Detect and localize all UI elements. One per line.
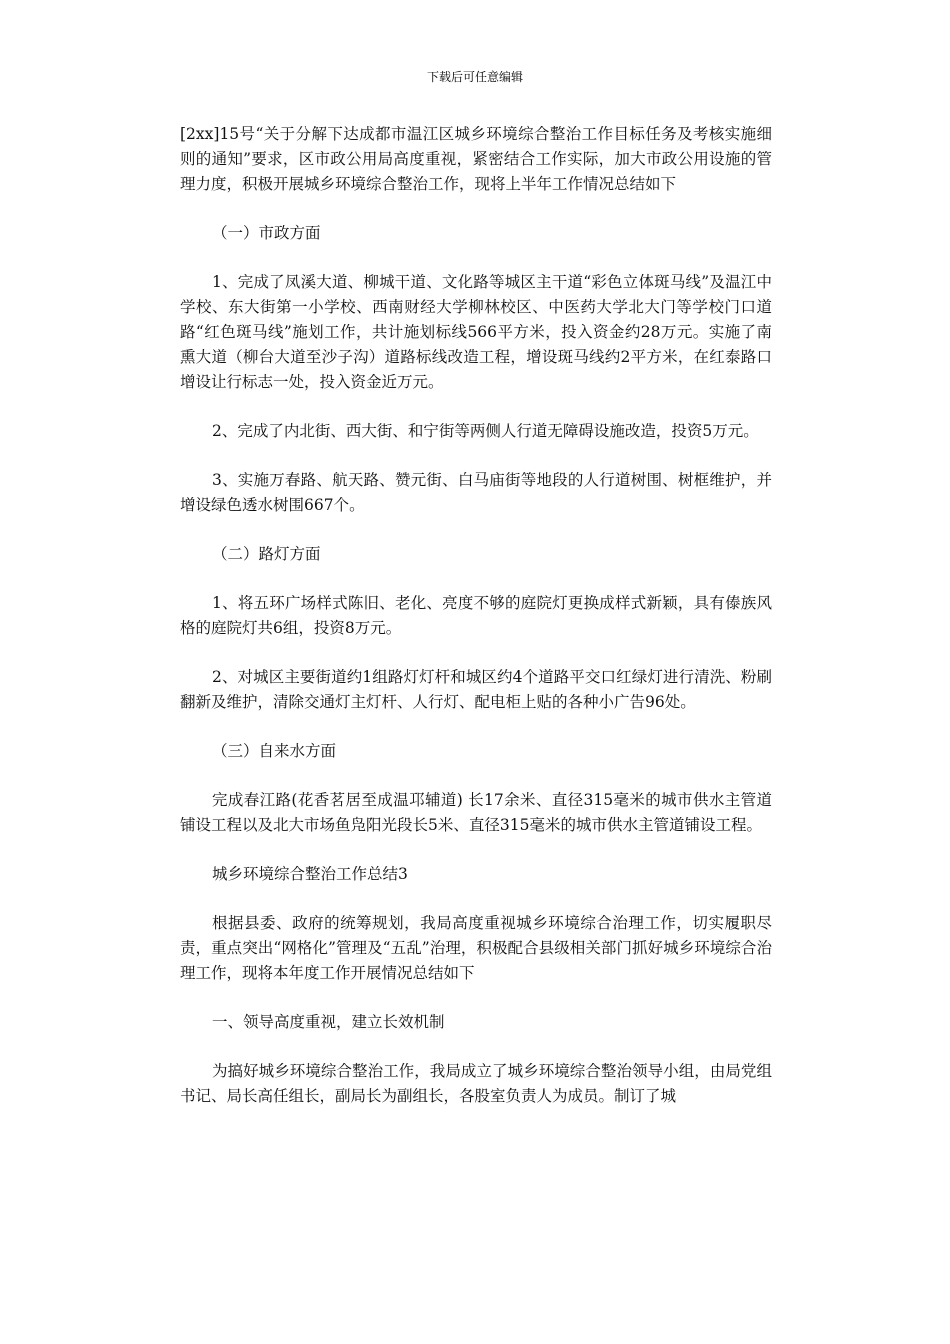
section-heading-streetlight: （二）路灯方面 <box>212 545 321 563</box>
paragraph-municipal-2: 2、完成了内北街、西大街、和宁街等两侧人行道无障碍设施改造，投资5万元。 <box>212 422 759 440</box>
paragraph-streetlight-2: 2、对城区主要街道约1组路灯灯杆和城区约4个道路平交口红绿灯进行清洗、粉刷翻新及维护，清除交通灯主灯杆、人行灯、配电柜上贴的各种小广告96处。 <box>180 668 772 711</box>
page-header: 下载后可任意编辑 <box>426 70 523 84</box>
document-body <box>180 122 772 1133</box>
paragraph-streetlight-1: 1、将五环广场样式陈旧、老化、亮度不够的庭院灯更换成样式新颖，具有傣族风格的庭院灯共6组，投资8万元。 <box>180 594 772 637</box>
section-heading-water: （三）自来水方面 <box>212 742 337 760</box>
section-heading-leadership: 一、领导高度重视，建立长效机制 <box>212 1013 445 1031</box>
summary-title-3: 城乡环境综合整治工作总结3 <box>212 865 408 883</box>
paragraph-municipal-3: 3、实施万春路、航天路、赞元街、白马庙街等地段的人行道树围、树框维护，并增设绿色透水树围667个。 <box>180 471 772 514</box>
section-heading-municipal: （一）市政方面 <box>212 224 321 242</box>
paragraph-municipal-1: 1、完成了凤溪大道、柳城干道、文化路等城区主干道“彩色立体斑马线”及温江中学校、东大街第一小学校、西南财经大学柳林校区、中医药大学北大门等学校门口道路“红色斑马线”施划工作，共计施划标线566平方米，投入资金约28万元。实施了南熏大道（柳台大道至沙子沟）道路标线改造工程，增设斑马线约2平方米，在红泰路口增设让行标志一处，投入资金近万元。 <box>180 273 772 391</box>
paragraph-water: 完成春江路(花香茗居至成温邛辅道) 长17余米、直径315毫米的城市供水主管道铺设工程以及北大市场鱼凫阳光段长5米、直径315毫米的城市供水主管道铺设工程。 <box>180 791 772 834</box>
paragraph-intro: [2xx]15号“关于分解下达成都市温江区城乡环境综合整治工作目标任务及考核实施细则的通知”要求，区市政公用局高度重视，紧密结合工作实际，加大市政公用设施的管理力度，积极开展城乡环境综合整治工作，现将上半年工作情况总结如下 <box>180 125 772 193</box>
paragraph-leadership: 为搞好城乡环境综合整治工作，我局成立了城乡环境综合整治领导小组，由局党组书记、局长高任组长，副局长为副组长，各股室负责人为成员。制订了城 <box>180 1062 772 1105</box>
paragraph-summary-intro: 根据县委、政府的统筹规划，我局高度重视城乡环境综合治理工作，切实履职尽责，重点突出“网格化”管理及“五乱”治理，积极配合县级相关部门抓好城乡环境综合治理工作，现将本年度工作开展情况总结如下 <box>180 914 772 982</box>
